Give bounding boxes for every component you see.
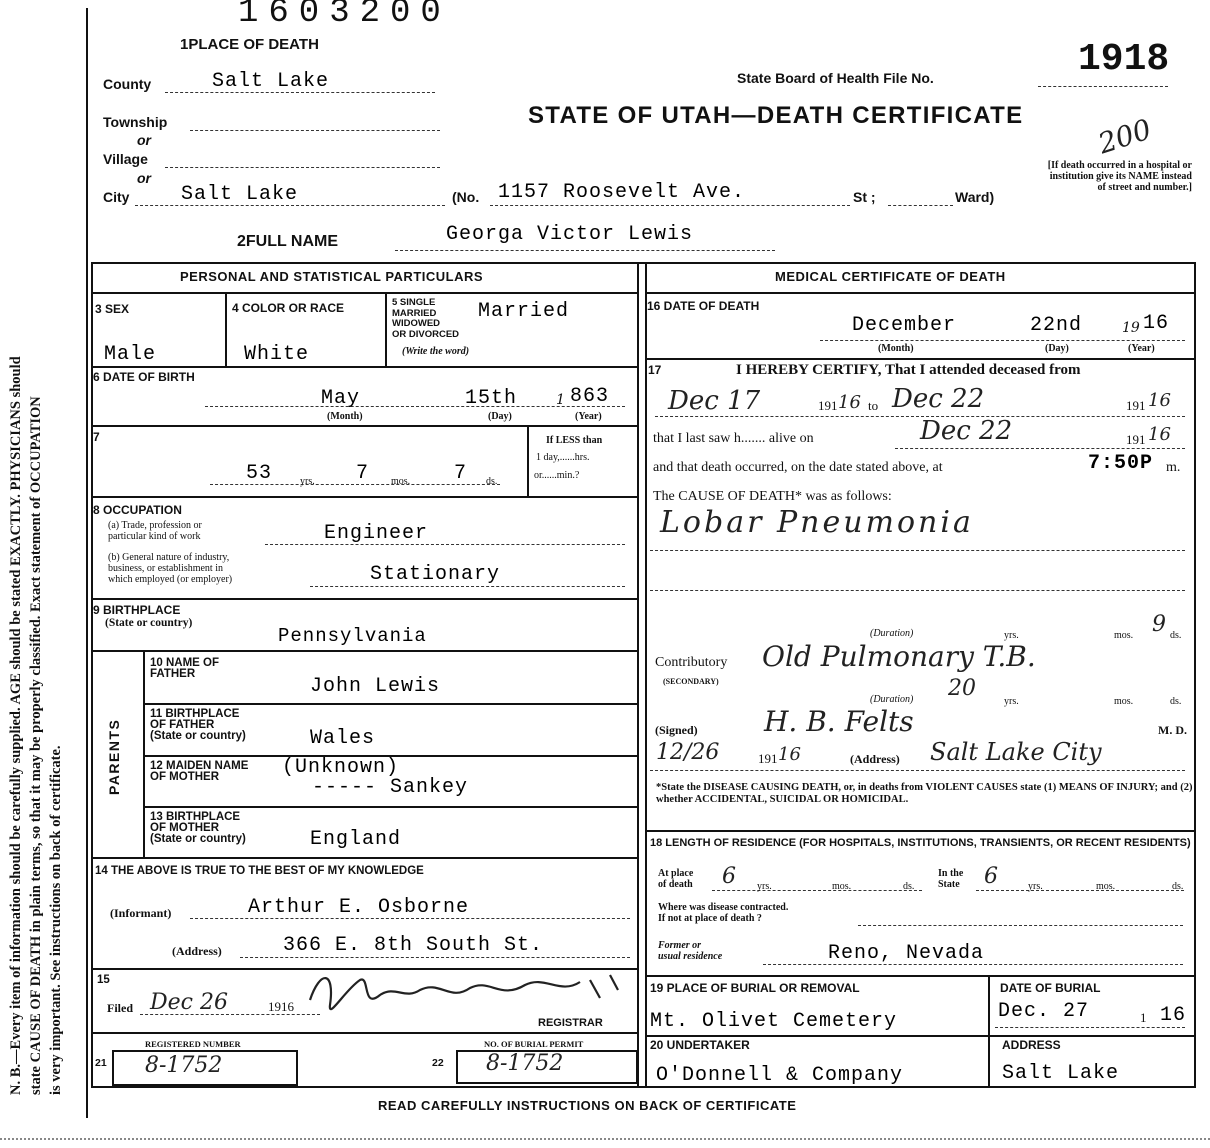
institution-note: [If death occurred in a hospital or institution give its NAME instead of street and number.] — [1047, 160, 1192, 193]
registrar-label: REGISTRAR — [538, 1017, 603, 1029]
cause-of-death: Lobar Pneumonia — [660, 505, 974, 540]
filed-date: Dec 26 — [150, 990, 228, 1015]
death-year-caption: (Year) — [1128, 343, 1155, 354]
undertaker-value: O'Donnell & Company — [656, 1064, 904, 1087]
burial-permit-value: 8-1752 — [486, 1051, 564, 1076]
contracted-label: Where was disease contracted. If not at place of death ? — [658, 902, 789, 924]
burial-place: Mt. Olivet Cemetery — [650, 1010, 898, 1033]
city-value: Salt Lake — [181, 183, 299, 206]
dob-year-prefix: 1 — [556, 392, 565, 408]
burial-permit-label: NO. OF BURIAL PERMIT — [484, 1039, 584, 1049]
mother-birthplace: England — [310, 828, 402, 851]
dob-year: 863 — [570, 385, 610, 408]
dob-day: 15th — [465, 387, 518, 410]
attended-to-year-prefix: 191 — [1126, 398, 1146, 413]
mother-birthplace-label: 13 BIRTHPLACE OF MOTHER (State or country) — [150, 811, 246, 845]
signed-label: (Signed) — [655, 723, 698, 737]
marital-note: (Write the word) — [402, 346, 470, 357]
physician-address-label: (Address) — [850, 752, 900, 766]
burial-place-label: 19 PLACE OF BURIAL OR REMOVAL — [650, 981, 860, 995]
death-day: 22nd — [1030, 314, 1083, 337]
place-yrs: yrs. — [757, 881, 772, 892]
contributory-label: Contributory — [655, 655, 728, 670]
informant-address-label: (Address) — [172, 944, 222, 958]
informant-address: 366 E. 8th South St. — [283, 934, 544, 957]
place-ds: ds. — [903, 881, 915, 892]
father-birthplace: Wales — [310, 727, 376, 750]
age-days: 7 — [454, 462, 468, 485]
death-day-caption: (Day) — [1045, 343, 1069, 354]
age-years: 53 — [246, 462, 273, 485]
day-hrs-label: 1 day,......hrs. — [536, 452, 590, 463]
age-number: 7 — [93, 430, 100, 444]
birthplace-value: Pennsylvania — [278, 625, 427, 647]
street-suffix-label: St ; — [853, 189, 876, 205]
residence-label: 18 LENGTH OF RESIDENCE (FOR HOSPITALS, INSTITUTIONS, TRANSIENTS, OR RECENT RESIDENTS) — [650, 837, 1191, 849]
attended-to-year: 16 — [1148, 390, 1171, 411]
place-of-death-label: 1PLACE OF DEATH — [180, 36, 319, 53]
duration-ds: ds. — [1170, 630, 1182, 641]
or-label-1: or — [137, 132, 151, 148]
attended-from: Dec 17 — [668, 386, 761, 416]
place-residence-years: 6 — [722, 864, 736, 889]
attended-to: Dec 22 — [892, 384, 985, 414]
contributory-duration-mos: mos. — [1114, 696, 1134, 707]
marital-value: Married — [478, 300, 570, 323]
county-label: County — [103, 76, 152, 92]
signed-year-prefix: 191 — [758, 751, 778, 766]
mother-name-label: 12 MAIDEN NAME OF MOTHER — [150, 760, 249, 783]
last-saw-year: 16 — [1148, 424, 1171, 445]
state-mos: mos. — [1096, 881, 1116, 892]
if-less-label: If LESS than — [546, 435, 603, 446]
item-17-number: 17 — [648, 363, 662, 377]
burial-year-prefix: 1 — [1140, 1010, 1147, 1025]
cause-footnote: *State the DISEASE CAUSING DEATH, or, in deaths from VIOLENT CAUSES state (1) MEANS OF INJURY; and (2) whether ACCIDENTAL, SUICIDAL OR HOMICIDAL. — [656, 782, 1193, 805]
duration-label: (Duration) — [870, 628, 914, 639]
village-label: Village — [103, 151, 148, 167]
place-mos: mos. — [832, 881, 852, 892]
sex-label: 3 SEX — [95, 302, 130, 316]
undertaker-address-label: ADDRESS — [1002, 1038, 1061, 1052]
attended-from-year-prefix: 191 — [818, 398, 838, 413]
birthplace-sub-label: (State or country) — [105, 617, 193, 629]
handwritten-number: 200 — [1094, 112, 1156, 161]
item-21-number: 21 — [95, 1057, 107, 1069]
contributory-duration-years: 20 — [948, 676, 976, 701]
medical-section-title: MEDICAL CERTIFICATE OF DEATH — [775, 269, 1006, 284]
father-name-label: 10 NAME OF FATHER — [150, 657, 220, 680]
ward-label: Ward) — [955, 189, 995, 205]
full-name-label: 2FULL NAME — [237, 233, 339, 250]
contributory-cause: Old Pulmonary T.B. — [762, 640, 1036, 673]
county-value: Salt Lake — [212, 70, 330, 93]
duration-yrs: yrs. — [1004, 630, 1019, 641]
footer-instructions: READ CAREFULLY INSTRUCTIONS ON BACK OF CERTIFICATE — [378, 1098, 797, 1113]
knowledge-label: 14 THE ABOVE IS TRUE TO THE BEST OF MY KNOWLEDGE — [95, 865, 424, 877]
informant-label: (Informant) — [110, 906, 172, 920]
dob-label: 6 DATE OF BIRTH — [93, 370, 195, 384]
contributory-duration-label: (Duration) — [870, 694, 914, 705]
contributory-duration-yrs: yrs. — [1004, 696, 1019, 707]
last-saw-date: Dec 22 — [920, 416, 1013, 446]
file-stamp: 1603200 — [238, 0, 451, 32]
race-value: White — [244, 343, 310, 366]
duration-months-value: 9 — [1152, 612, 1166, 637]
township-label: Township — [103, 114, 168, 130]
birthplace-label: 9 BIRTHPLACE — [93, 603, 181, 617]
marital-label: 5 SINGLE MARRIED WIDOWED OR DIVORCED — [392, 297, 460, 340]
death-month-caption: (Month) — [878, 343, 914, 354]
parents-label: PARENTS — [106, 718, 122, 795]
mother-name-line1: (Unknown) — [282, 756, 400, 779]
burial-date: Dec. 27 — [998, 1000, 1090, 1023]
former-residence-label: Former or usual residence — [658, 940, 723, 962]
month-caption: (Month) — [327, 411, 363, 422]
year-caption: (Year) — [575, 411, 602, 422]
md-label: M. D. — [1158, 723, 1187, 737]
father-birthplace-label: 11 BIRTHPLACE OF FATHER (State or country) — [150, 708, 246, 742]
physician-address: Salt Lake City — [930, 738, 1102, 766]
time-m-label: m. — [1166, 460, 1181, 475]
age-years-label: yrs. — [300, 476, 315, 487]
occupation-label: 8 OCCUPATION — [93, 503, 182, 517]
physician-signature: H. B. Felts — [764, 705, 914, 738]
burial-year: 16 — [1160, 1004, 1187, 1027]
secondary-label: (SECONDARY) — [663, 677, 719, 686]
occupation-b-label: (b) General nature of industry, business, or establishment in which employed (or employer) — [108, 552, 233, 585]
last-saw-year-prefix: 191 — [1126, 432, 1146, 447]
registered-number-value: 8-1752 — [145, 1053, 223, 1078]
time-of-death: 7:50P — [1088, 452, 1154, 475]
mother-name-line2: ----- Sankey — [312, 776, 469, 799]
day-caption: (Day) — [488, 411, 512, 422]
state-yrs: yrs. — [1028, 881, 1043, 892]
city-label: City — [103, 189, 130, 205]
street-value: 1157 Roosevelt Ave. — [498, 181, 746, 204]
certificate-title: STATE OF UTAH—DEATH CERTIFICATE — [528, 102, 1024, 129]
occupation-a-label: (a) Trade, profession or particular kind of work — [108, 520, 202, 542]
undertaker-address: Salt Lake — [1002, 1062, 1120, 1085]
full-name-value: Georga Victor Lewis — [446, 223, 694, 246]
burial-date-label: DATE OF BURIAL — [1000, 981, 1101, 995]
occupation-industry: Stationary — [370, 563, 501, 586]
filed-label: Filed — [107, 1001, 133, 1015]
undertaker-label: 20 UNDERTAKER — [650, 1038, 750, 1052]
side-note-line1: N. B.—Every item of information should be carefully supplied. AGE should be stated EXACTLY. PHYSICIANS should — [8, 356, 24, 1095]
dob-month: May — [321, 387, 361, 410]
state-file-number: 1918 — [1078, 38, 1170, 81]
item-15-number: 15 — [97, 974, 110, 986]
signed-year: 16 — [778, 744, 801, 765]
side-instructions — [0, 0, 80, 1148]
last-saw-label: that I last saw h....... alive on — [653, 431, 814, 446]
in-state-label: In the State — [938, 868, 964, 890]
age-months-label: mos. — [391, 476, 411, 487]
age-months: 7 — [356, 462, 370, 485]
or-min-label: or......min.? — [534, 470, 580, 481]
death-month: December — [852, 314, 957, 337]
cause-label: The CAUSE OF DEATH* was as follows: — [653, 489, 892, 504]
death-year: 16 — [1143, 312, 1170, 335]
state-residence-years: 6 — [984, 864, 998, 889]
occurred-label: and that death occurred, on the date stated above, at — [653, 460, 943, 475]
certify-text: I HEREBY CERTIFY, That I attended deceased from — [736, 362, 1081, 378]
personal-section-title: PERSONAL AND STATISTICAL PARTICULARS — [180, 269, 484, 284]
father-name: John Lewis — [310, 675, 441, 698]
date-of-death-label: 16 DATE OF DEATH — [647, 299, 760, 313]
informant-value: Arthur E. Osborne — [248, 896, 470, 919]
street-no-label: (No. — [452, 189, 480, 205]
occupation-trade: Engineer — [324, 522, 429, 545]
signed-date: 12/26 — [656, 740, 720, 765]
attended-from-year: 16 — [838, 392, 861, 413]
death-year-prefix: 19 — [1122, 320, 1140, 336]
filed-year: 1916 — [268, 999, 294, 1014]
state-file-label: State Board of Health File No. — [737, 70, 934, 86]
duration-mos: mos. — [1114, 630, 1134, 641]
sex-value: Male — [104, 343, 157, 366]
state-ds: ds. — [1172, 881, 1184, 892]
at-place-label: At place of death — [658, 868, 694, 890]
race-label: 4 COLOR OR RACE — [232, 301, 345, 315]
or-label-2: or — [137, 170, 151, 186]
side-note-line2: state CAUSE OF DEATH in plain terms, so that it may be properly classified. Exact statement of OCCUPATION — [28, 396, 44, 1095]
registered-number-label: REGISTERED NUMBER — [145, 1039, 241, 1049]
attended-to-label: to — [868, 398, 879, 413]
former-residence: Reno, Nevada — [828, 942, 985, 965]
side-note-line3: is very important. See instructions on back of certificate. — [48, 745, 64, 1095]
contributory-duration-ds: ds. — [1170, 696, 1182, 707]
age-days-label: ds. — [486, 476, 498, 487]
item-22-number: 22 — [432, 1057, 444, 1069]
form-left-border — [86, 8, 88, 1118]
